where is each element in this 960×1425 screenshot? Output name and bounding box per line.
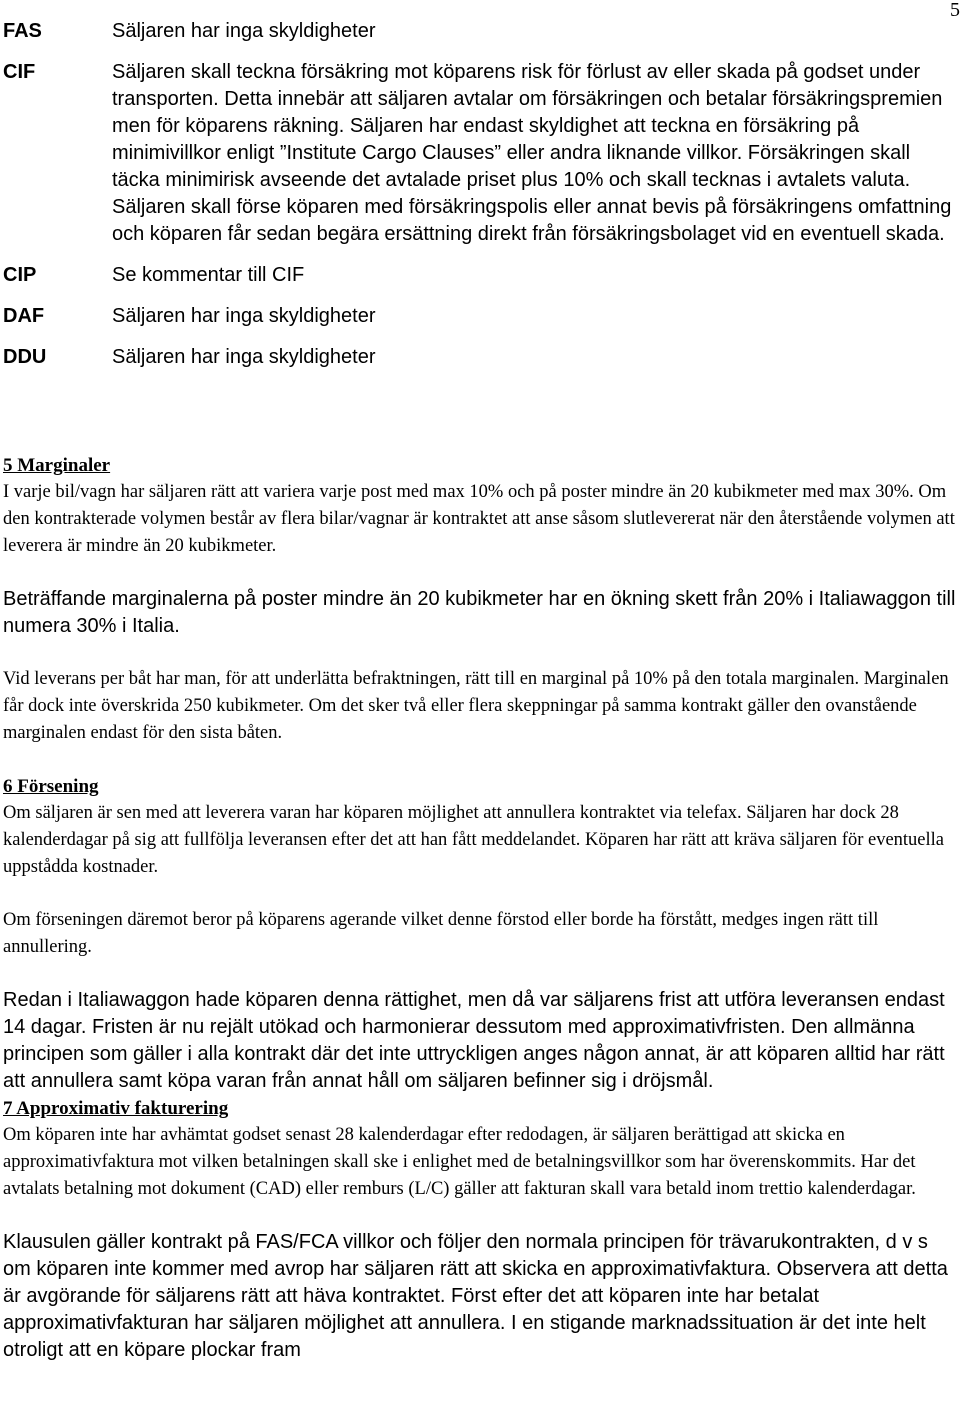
term-text: Se kommentar till CIF (112, 264, 305, 286)
term-row-cip (0, 262, 960, 289)
paragraph: Om säljaren är sen med att leverera varan har köparen möjlighet att annullera kontraktet via telefax. Säljaren har dock 28 kalenderdagar på sig att fullfölja leveransen efter det att han fått meddelandet. Köparen har rätt att kräva säljaren för eventuella uppstådda kostnader. (3, 803, 944, 877)
term-row-daf (0, 303, 960, 330)
paragraph: Om köparen inte har avhämtat godset senast 28 kalenderdagar efter redodagen, är säljaren berättigad att skicka en approximativfaktura mot vilken betalningen skall ske i enlighet med de betalningsvillkor som har överenskommits. Har det avtalats betalning mot dokument (CAD) eller remburs (L/C) gäller att fakturan skall vara betald inom trettio kalenderdagar. (3, 1125, 916, 1199)
section-heading-approximativ-fakturering: 7 Approximativ fakturering (3, 1098, 229, 1119)
term-code: CIF (3, 61, 36, 83)
term-text: Säljaren skall teckna försäkring mot köparens risk för förlust av eller skada på godset under transporten. Detta innebär att säljaren avtalar om försäkringen och betalar försäkringspremien men för köparens räkning. Säljaren har endast skyldighet att teckna en försäkring på minimivillkor enligt ”Institute Cargo Clauses” eller andra liknande villkor. Försäkringen skall täcka minimirisk avseende det avtalade priset plus 10% och skall tecknas i avtalets valuta. Säljaren skall förse köparen med försäkringspolis eller annat bevis på försäkringens omfattning och köparen får sedan begära ersättning direkt från försäkringsbolaget vid en eventuell skada. (112, 61, 952, 245)
document-body (3, 452, 958, 1364)
paragraph: Beträffande marginalerna på poster mindre än 20 kubikmeter har en ökning skett från 20% i Italiawaggon till numera 30% i Italia. (3, 588, 956, 637)
term-text: Säljaren har inga skyldigheter (112, 20, 376, 42)
term-code: DDU (3, 346, 47, 368)
paragraph: I varje bil/vagn har säljaren rätt att variera varje post med max 10% och på poster mindre än 20 kubikmeter med max 30%. Om den kontrakterade volymen består av flera bilar/vagnar är kontraktet att anse såsom slutlevererat när den återstående volymen att leverera är mindre än 20 kubikmeter. (3, 482, 955, 556)
term-code: CIP (3, 264, 37, 286)
term-row-fas (0, 18, 960, 45)
section-heading-forsening: 6 Försening (3, 776, 99, 797)
term-row-ddu (0, 344, 960, 371)
term-row-cif (0, 59, 960, 248)
paragraph: Redan i Italiawaggon hade köparen denna rättighet, men då var säljarens frist att utföra leveransen endast 14 dagar. Fristen är nu rejält utökad och harmonierar dessutom med approximativfristen. Den allmänna principen som gäller i alla kontrakt där det inte uttryckligen anges någon annat, är att köparen alltid har rätt att annullera samt köpa varan från annat håll om säljaren befinner sig i dröjsmål. (3, 989, 945, 1092)
term-code: FAS (3, 20, 42, 42)
term-text: Säljaren har inga skyldigheter (112, 305, 376, 327)
page-number: 5 (950, 0, 960, 21)
term-code: DAF (3, 305, 45, 327)
section-heading-marginaler: 5 Marginaler (3, 455, 111, 476)
term-text: Säljaren har inga skyldigheter (112, 346, 376, 368)
incoterm-insurance-list (0, 18, 960, 385)
paragraph: Klausulen gäller kontrakt på FAS/FCA villkor och följer den normala principen för trävarukontrakten, d v s om köparen inte kommer med avrop har säljaren rätt att skicka en approximativfaktura. Observera att detta är avgörande för säljarens rätt att häva kontraktet. Först efter det att köparen inte har betalat approximativfakturan har säljaren möjlighet att annullera. I en stigande marknadssituation är det inte helt otroligt att en köpare plockar fram (3, 1231, 948, 1361)
paragraph: Om förseningen däremot beror på köparens agerande vilket denne förstod eller borde ha förstått, medges ingen rätt till annullering. (3, 910, 879, 957)
paragraph: Vid leverans per båt har man, för att underlätta befraktningen, rätt till en marginal på 10% på den totala marginalen. Marginalen får dock inte överskrida 250 kubikmeter. Om det sker två eller flera skeppningar på samma kontrakt gäller den ovanstående marginalen endast för den sista båten. (3, 669, 949, 743)
